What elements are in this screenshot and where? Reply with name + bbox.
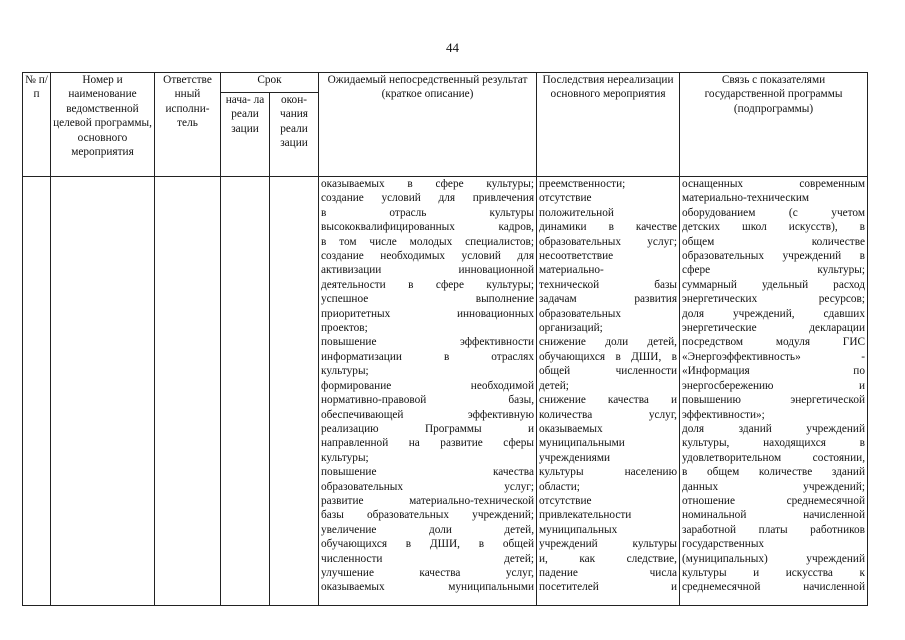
text-line: успешное выполнение <box>321 293 535 306</box>
text-line: общем количестве <box>682 235 866 248</box>
text-line: удовлетворительном состоянии, <box>682 451 866 464</box>
text-line: «Энергоэффективность» - <box>682 350 866 363</box>
text-line: деятельности в сфере культуры; <box>321 278 535 291</box>
text-line: оснащенных современным <box>682 178 866 190</box>
text-line: повышение эффективности <box>321 336 535 349</box>
text-line: доля зданий учреждений <box>682 422 866 435</box>
text-line: организаций; <box>539 322 603 335</box>
cell-expected-result <box>319 177 537 606</box>
text-line: привлекательности <box>539 509 632 522</box>
text-line: материально-техническим <box>682 192 810 205</box>
text-line: задачам развития <box>539 293 678 306</box>
text-line: энергосбережению и <box>682 379 866 392</box>
header-num: № п/п <box>23 73 51 177</box>
text-line: обучающихся в ДШИ, в общей <box>321 538 535 551</box>
text-line: детей; <box>539 379 569 392</box>
page-number: 44 <box>446 40 459 55</box>
text-line: среднемесячной начисленной <box>682 581 866 594</box>
text-line: в том числе молодых специалистов; <box>321 235 535 248</box>
text-line: нормативно-правовой базы, <box>321 394 535 407</box>
cell-term-end <box>270 177 319 606</box>
text-line: в отрасль культуры <box>321 206 535 219</box>
header-expected-result: Ожидаемый непосредственный результат (краткое описание) <box>319 73 537 177</box>
text-line: количества услуг, <box>539 408 678 421</box>
text-line: посетителей и <box>539 581 678 594</box>
text-line: динамики в качестве <box>539 221 678 234</box>
text-line: преемственности; <box>539 178 626 190</box>
cell-program-indicators <box>680 177 868 606</box>
text-line: оказываемых в сфере культуры; <box>321 178 535 190</box>
text-line: энергетических ресурсов; <box>682 293 866 306</box>
text-line: развитие материально-технической <box>321 494 535 507</box>
text-line: образовательных услуг; <box>539 235 678 248</box>
cell-consequences <box>537 177 680 606</box>
text-line: данных учреждений; <box>682 480 866 493</box>
text-line: образовательных услуг; <box>321 480 535 493</box>
text-line: информатизации в отраслях <box>321 350 535 363</box>
text-line: детских школ искусств), в <box>682 221 866 234</box>
cell-responsible <box>155 177 221 606</box>
text-line: культуры населению <box>539 466 678 479</box>
text-line: оборудованием (с учетом <box>682 206 866 219</box>
text-line: муниципальных <box>539 523 618 536</box>
text-line: культуры; <box>321 365 369 378</box>
text-line: положительной <box>539 206 614 219</box>
text-line: обеспечивающей эффективную <box>321 408 535 421</box>
text-line: образовательных <box>539 307 622 320</box>
text-line: государственных <box>682 538 765 551</box>
text-line: культуры; <box>321 451 369 464</box>
text-line: формирование необходимой <box>321 379 535 392</box>
header-term: Срок <box>221 73 319 93</box>
header-term-start: нача- ла реали зации <box>221 93 270 177</box>
text-line: снижение качества и <box>539 394 678 407</box>
text-line: приоритетных инновационных <box>321 307 535 320</box>
text-line: культуры и искусства к <box>682 566 866 579</box>
text-line: посредством модуля ГИС <box>682 336 866 349</box>
header-term-end: окон- чания реали зации <box>270 93 319 177</box>
text-line: заработной платы работников <box>682 523 866 536</box>
text-line: материально- <box>539 264 604 277</box>
text-line: активизации инновационной <box>321 264 535 277</box>
text-line: отсутствие <box>539 192 592 205</box>
text-line: численности детей; <box>321 552 535 565</box>
text-line: оказываемых <box>539 422 603 435</box>
text-line: общей численности <box>539 365 678 378</box>
header-program: Номер и наименование ведомственной целевой программы, основного мероприятия <box>51 73 155 177</box>
text-line: сфере культуры; <box>682 264 866 277</box>
text-line: базы образовательных учреждений; <box>321 509 535 522</box>
text-line: направленной на развитие сферы <box>321 437 535 450</box>
text-line: муниципальными <box>539 437 625 450</box>
text-line: учреждениями <box>539 451 611 464</box>
cell-program <box>51 177 155 606</box>
text-line: создание условий для привлечения <box>321 192 535 205</box>
text-line: в общем количестве зданий <box>682 466 866 479</box>
text-line: номинальной начисленной <box>682 509 866 522</box>
text-line: несоответствие <box>539 250 614 263</box>
text-line: эффективности»; <box>682 408 765 421</box>
text-line: оказываемых муниципальными <box>321 581 535 594</box>
text-line: суммарный удельный расход <box>682 278 866 291</box>
text-line: учреждений культуры <box>539 538 678 551</box>
text-line: падение числа <box>539 566 678 579</box>
text-line: повышению энергетической <box>682 394 866 407</box>
text-line: энергетические декларации <box>682 322 866 335</box>
text-line: повышение качества <box>321 466 535 479</box>
text-line: обучающихся в ДШИ, в <box>539 350 678 363</box>
text-line: культуры, находящихся в <box>682 437 866 450</box>
cell-num <box>23 177 51 606</box>
text-line: отсутствие <box>539 494 592 507</box>
cell-term-start <box>221 177 270 606</box>
text-line: высококвалифицированных кадров, <box>321 221 535 234</box>
text-line: отношение среднемесячной <box>682 494 866 507</box>
header-consequences: Последствия нереализации основного мероприятия <box>537 73 680 177</box>
text-line: улучшение качества услуг, <box>321 566 535 579</box>
text-line: создание необходимых условий для <box>321 250 535 263</box>
program-table <box>22 72 868 606</box>
text-line: доля учреждений, сдавших <box>682 307 866 320</box>
header-program-indicators: Связь с показателями государственной программы (подпрограммы) <box>680 73 868 177</box>
text-line: «Информация по <box>682 365 866 378</box>
text-line: снижение доли детей, <box>539 336 678 349</box>
text-line: увеличение доли детей, <box>321 523 535 536</box>
text-line: (муниципальных) учреждений <box>682 552 866 565</box>
text-line: области; <box>539 480 580 493</box>
text-line: реализацию Программы и <box>321 422 535 435</box>
text-line: проектов; <box>321 322 368 335</box>
text-line: образовательных учреждений в <box>682 250 866 263</box>
header-responsible: Ответстве нный исполни- тель <box>155 73 221 177</box>
text-line: и, как следствие, <box>539 552 678 565</box>
text-line: технической базы <box>539 278 678 291</box>
